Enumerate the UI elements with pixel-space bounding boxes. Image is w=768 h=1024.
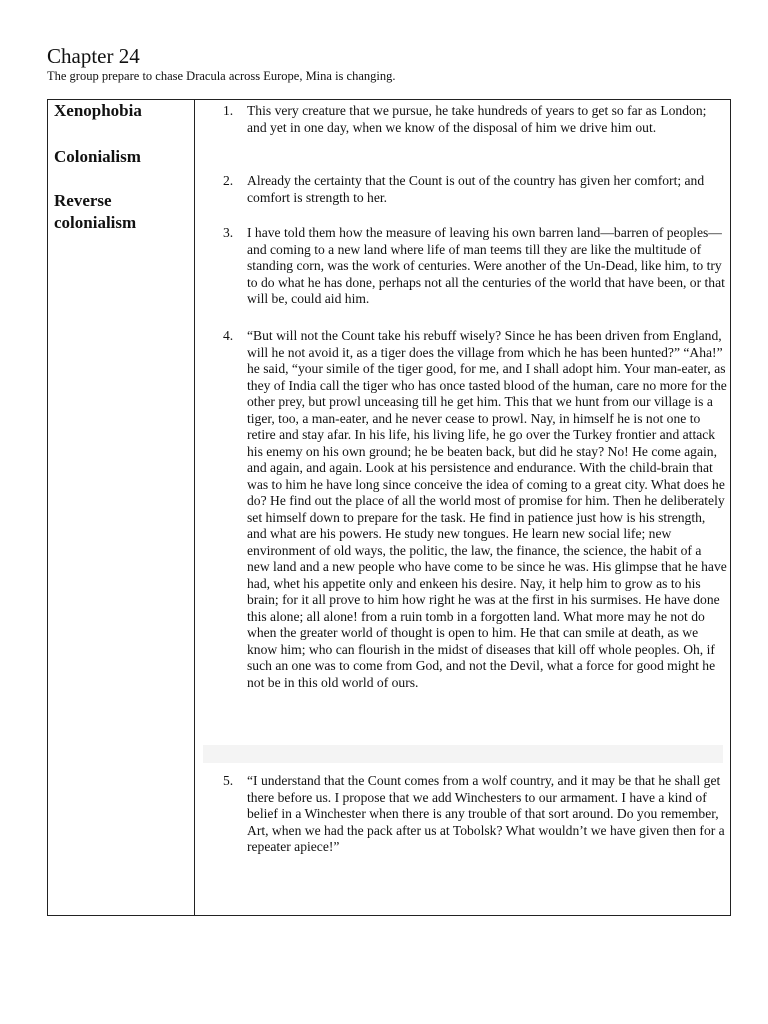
quote-number: 4. (223, 328, 234, 343)
quote-text: I have told them how the measure of leaving his own barren land—barren of peoples—and coming to a new land where life of man teems till they are like the multitude of standing corn, was the work of centuries. Were another of the Un-Dead, like him, to try to do what he has done, perhaps not all the centuries of the world that have been, or that will be, could aid him. (247, 225, 725, 306)
quote-number: 5. (223, 773, 234, 788)
quote-item (203, 773, 727, 856)
highlight-band (203, 745, 723, 763)
theme-colonialism: Colonialism (54, 147, 141, 166)
quote-number: 3. (223, 225, 234, 240)
theme-xenophobia: Xenophobia (54, 101, 142, 120)
quote-number: 1. (223, 103, 234, 118)
quote-text: “But will not the Count take his rebuff wisely? Since he has been driven from England, will he not avoid it, as a tiger does the village from which he has been hunted?” “Aha!” he said, “your simile of the tiger good, for me, and I shall adopt him. Your man-eater, as they of India call the tiger who has once tasted blood of the human, care no more for the other prey, but prowl unceasing till he get him. This that we hunt from our village is a tiger, too, a man-eater, and he never cease to prowl. Nay, in himself he is not one to retire and stay afar. In his life, his living life, he go over the Turkey frontier and attack his enemy on his own ground; he be beaten back, but did he stay? No! He come again, and again, and again. Look at his persistence and endurance. With the child-brain that was to him he have long since conceive the idea of coming to a great city. What does he do? He find out the place of all the world most of promise for him. Then he deliberately set himself down to prepare for the task. He find in patience just how is his strength, and what are his powers. He study new tongues. He learn new social life; new environment of old ways, the politic, the law, the finance, the science, the habit of a new land and a new people who have come to be since he was. His glimpse that he have had, whet his appetite only and enkeen his desire. Nay, it help him to grow as to his brain; for it all prove to him how right he was at the first in his surmises. He have done this alone; all alone! from a ruin tomb in a forgotten land. What more may he not do when the greater world of thought is open to him. He that can smile at death, as we know him; who can flourish in the midst of diseases that kill off whole peoples. Oh, if such an one was to come from God, and not the Devil, what a force for good might he not be in this old world of ours. (247, 328, 727, 690)
chapter-title: Chapter 24 (47, 44, 140, 68)
quote-item (203, 225, 727, 308)
themes-quotes-table (47, 99, 731, 916)
chapter-subtitle: The group prepare to chase Dracula across Europe, Mina is changing. (47, 69, 396, 83)
quote-number: 2. (223, 173, 234, 188)
quote-text: “I understand that the Count comes from a wolf country, and it may be that he shall get there before us. I propose that we add Winchesters to our armament. I have a kind of belief in a Winchester when there is any trouble of that sort around. Do you remember, Art, when we had the pack after us at Tobolsk? What wouldn’t we have given then for a repeater apiece!” (247, 773, 725, 854)
column-divider (194, 100, 195, 915)
quote-text: This very creature that we pursue, he take hundreds of years to get so far as London; and yet in one day, when we know of the disposal of him we drive him out. (247, 103, 707, 135)
quote-text: Already the certainty that the Count is out of the country has given her comfort; and comfort is strength to her. (247, 173, 705, 205)
quote-item (203, 173, 727, 206)
quote-item (203, 328, 727, 691)
theme-reverse-colonialism: Reverse colonialism (54, 191, 137, 232)
quote-item (203, 103, 727, 136)
